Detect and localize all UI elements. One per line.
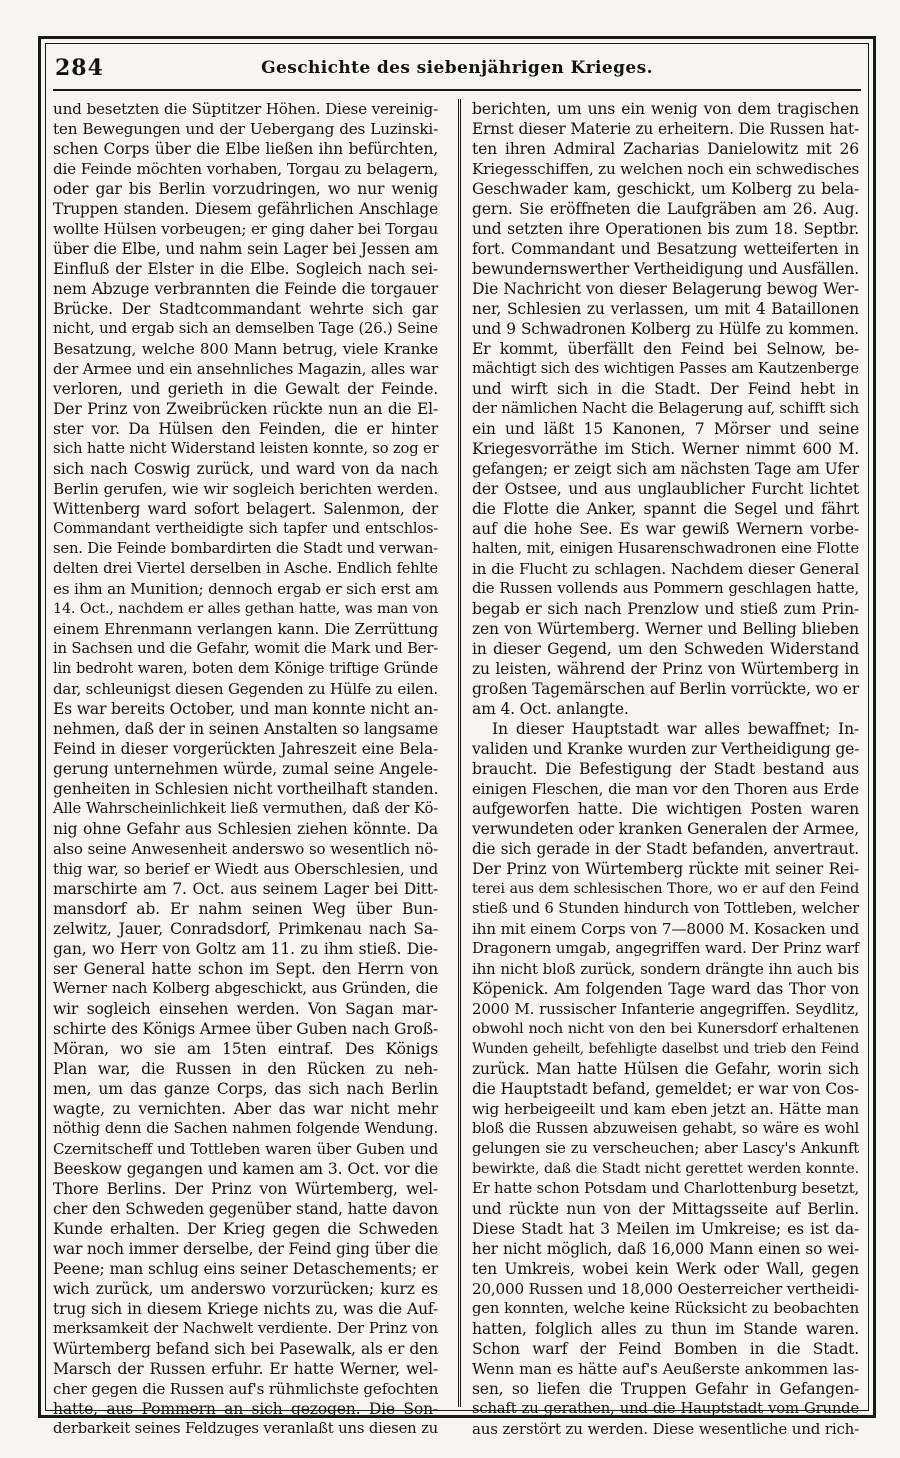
left-column	[53, 99, 446, 1437]
text-line: braucht. Die Befestigung der Stadt bestand aus	[472, 760, 859, 778]
text-line: in Sachsen und die Gefahr, womit die Mark und Ber-	[53, 640, 438, 657]
text-line: Czernitscheff und Tottleben waren über Guben und	[53, 1140, 438, 1158]
text-line: mächtigt sich des wichtigen Passes am Kautzenberge	[472, 360, 859, 377]
text-line: genheiten in Schlesien nicht vortheilhaft standen.	[53, 780, 439, 798]
text-line: 2000 M. russischer Infanterie angegriffen. Seydlitz,	[472, 1000, 859, 1018]
text-line: die Feinde möchten vorhaben, Torgau zu belagern,	[53, 160, 438, 178]
text-line: nig ohne Gefahr aus Schlesien ziehen könnte. Da	[53, 820, 438, 838]
text-line: sich hatte nicht Widerstand leisten konnte, so zog er	[53, 440, 439, 457]
text-line: men, um das ganze Corps, das sich nach Berlin	[53, 1080, 438, 1098]
text-line: schirte des Königs Armee über Guben nach Groß-	[53, 1020, 438, 1038]
text-line: oder gar bis Berlin vorzudringen, wo nur wenig	[53, 180, 438, 198]
text-line: einigen Fleschen, die man vor den Thoren aus Erde	[472, 780, 859, 798]
text-line: sich nach Coswig zurück, und ward von da nach	[53, 460, 438, 478]
page-number: 284	[55, 55, 104, 81]
text-line: gern. Sie eröffneten die Laufgräben am 26. Aug.	[472, 200, 859, 218]
text-line: bewundernswerther Vertheidigung und Ausfällen.	[472, 260, 859, 278]
text-line: die Flotte die Anker, spannt die Segel und fährt	[472, 500, 859, 518]
text-line: Plan war, die Russen in den Rücken zu neh-	[53, 1060, 438, 1078]
text-line: Commandant vertheidigte sich tapfer und entschlos-	[53, 520, 438, 537]
text-line: berichten, um uns ein wenig von dem tragischen	[472, 100, 859, 118]
text-line: auf die hohe See. Es war gewiß Wernern vorbe-	[472, 520, 859, 538]
text-line: Schon warf der Feind Bomben in die Stadt.	[472, 1340, 859, 1358]
text-line: Diese Stadt hat 3 Meilen im Umkreise; es ist da-	[472, 1220, 859, 1238]
text-line: In dieser Hauptstadt war alles bewaffnet; In-	[492, 720, 859, 738]
text-line: Alle Wahrscheinlichkeit ließ vermuthen, daß der Kö-	[53, 800, 438, 817]
text-line: Er kommt, überfällt den Feind bei Selnow, be-	[472, 340, 859, 358]
text-line: wir sogleich einsehen werden. Von Sagan mar-	[53, 1000, 438, 1018]
text-line: ihn mit einem Corps von 7—8000 M. Kosacken und	[472, 920, 859, 938]
text-line: Möran, wo sie am 15ten eintraf. Des Königs	[53, 1040, 438, 1058]
text-line: ein und läßt 15 Kanonen, 7 Mörser und seine	[472, 420, 859, 438]
text-line: Einfluß der Elster in die Elbe. Sogleich nach sei-	[53, 260, 438, 278]
text-line: hatten, folglich alles zu thun im Stande waren.	[472, 1320, 859, 1338]
text-line: wig herbeigeeilt und kam eben jetzt an. Hätte man	[472, 1100, 859, 1118]
running-title: Geschichte des siebenjährigen Krieges.	[261, 58, 653, 78]
text-line: Er hatte schon Potsdam und Charlottenburg besetzt,	[472, 1180, 859, 1197]
text-line: die Hauptstadt befand, gemeldet; er war von Cos-	[472, 1080, 859, 1098]
text-line: Berlin gerufen, wie wir sogleich berichten werden.	[53, 480, 438, 498]
text-line: gefangen; er zeigt sich am nächsten Tage am Ufer	[472, 460, 859, 478]
text-line: Köpenick. Am folgenden Tage ward das Thor von	[472, 980, 859, 998]
text-line: Geschwader kam, geschickt, um Kolberg zu bela-	[472, 180, 859, 198]
text-line: Beeskow gegangen und kamen am 3. Oct. vor die	[53, 1160, 438, 1178]
text-line: bewirkte, daß die Stadt nicht gerettet werden konnte.	[472, 1161, 859, 1177]
text-line: begab er sich nach Prenzlow und stieß zum Prin-	[472, 600, 859, 618]
text-line: cher gegen die Russen auf's rühmlichste gefochten	[53, 1380, 439, 1398]
text-line: Marsch der Russen erfuhr. Er hatte Werner, wel-	[53, 1360, 438, 1378]
text-line: die Russen vollends aus Pommern geschlagen hatte,	[472, 580, 859, 597]
text-line: terei aus dem schlesischen Thore, wo er auf den Feind	[472, 881, 859, 897]
text-line: ster vor. Da Hülsen den Feinden, die er hinter	[53, 420, 438, 438]
text-line: der nämlichen Nacht die Belagerung auf, schifft sich	[472, 400, 859, 417]
text-line: sen. Die Feinde bombardirten die Stadt und verwan-	[53, 540, 438, 557]
text-line: delten drei Viertel derselben in Asche. Endlich fehlte	[53, 560, 438, 577]
text-line: Wittenberg ward sofort belagert. Salenmon, der	[53, 500, 438, 518]
text-line: ihn nicht bloß zurück, sondern drängte ihn auch bis	[472, 960, 859, 978]
text-line: einem Ehrenmann verlangen kann. Die Zerrüttung	[53, 620, 438, 638]
text-line: schen Corps über die Elbe ließen ihn befürchten,	[53, 140, 438, 158]
text-line: verloren, und gerieth in die Gewalt der Feinde.	[53, 380, 438, 398]
right-column	[466, 99, 860, 1438]
text-line: verwundeten oder kranken Generalen der Armee,	[472, 820, 859, 838]
text-line: aus zerstört zu werden. Diese wesentliche und rich-	[472, 1420, 859, 1438]
text-line: Wunden geheilt, befehligte daselbst und trieb den Feind	[472, 1041, 859, 1057]
text-line: ten Umkreis, wobei kein Werk oder Wall, gegen	[472, 1260, 859, 1278]
text-line: 14. Oct., nachdem er alles gethan hatte, was man von	[53, 601, 438, 617]
text-line: stieß und 6 Stunden hindurch von Tottleben, welcher	[472, 900, 859, 917]
text-line: ner, Schlesien zu verlassen, um mit 4 Bataillonen	[472, 300, 859, 318]
text-line: zen von Würtemberg. Werner und Belling blieben	[472, 620, 859, 638]
text-line: ten ihren Admiral Zacharias Danielowitz mit 26	[472, 140, 859, 158]
text-line: validen und Kranke wurden zur Vertheidigung ge-	[472, 740, 860, 758]
text-line: merksamkeit der Nachwelt verdiente. Der Prinz von	[53, 1320, 438, 1337]
text-line: war noch immer derselbe, der Feind ging über die	[53, 1240, 438, 1258]
text-line: am 4. Oct. anlangte.	[472, 700, 629, 718]
text-line: gelungen sie zu verscheuchen; aber Lascy's Ankunft	[472, 1140, 859, 1157]
text-line: ser General hatte schon im Sept. den Herrn von	[53, 960, 438, 978]
text-line: Der Prinz von Würtemberg rückte mit seiner Rei-	[472, 860, 859, 878]
text-line: in dieser Gegend, um den Schweden Widerstand	[472, 640, 859, 658]
book-page	[38, 36, 876, 1438]
text-line: Der Prinz von Zweibrücken rückte nun an die El-	[53, 400, 438, 418]
text-line: Kriegesvorräthe im Stich. Werner nimmt 600 M.	[472, 440, 859, 458]
text-line: also seine Anwesenheit anderswo so wesentlich nö-	[53, 840, 438, 858]
text-line: halten, mit, einigen Husarenschwadronen eine Flotte	[472, 540, 859, 557]
text-line: Dragonern umgab, angegriffen ward. Der Prinz warf	[472, 940, 859, 957]
text-line: thig war, so berief er Wiedt aus Oberschlesien, und	[53, 860, 438, 878]
text-line: Werner nach Kolberg abgeschickt, aus Gründen, die	[53, 980, 438, 997]
text-line: Kriegesschiffen, zu welchen noch ein schwedisches	[472, 160, 860, 178]
text-line: und setzten ihre Operationen bis zum 18. Septbr.	[472, 220, 859, 238]
text-line: Besatzung, welche 800 Mann betrug, viele Kranke	[53, 340, 438, 358]
page-header	[53, 53, 861, 87]
text-line: Wenn man es hätte auf's Aeußerste ankommen las-	[472, 1360, 859, 1378]
text-line: der Armee und ein ansehnliches Magazin, alles war	[53, 360, 438, 378]
text-line: schaft zu gerathen, und die Hauptstadt vom Grunde	[472, 1400, 859, 1417]
text-line: hatte, aus Pommern an sich gezogen. Die Son-	[53, 1400, 438, 1418]
text-line: zurück. Man hatte Hülsen die Gefahr, worin sich	[472, 1060, 859, 1078]
text-line: dar, schleunigst diesen Gegenden zu Hülfe zu eilen.	[53, 680, 438, 698]
text-line: es ihm an Munition; dennoch ergab er sich erst am	[53, 580, 438, 598]
text-line: Kunde erhalten. Der Krieg gegen die Schweden	[53, 1220, 438, 1238]
text-line: der Ostsee, und aus unglaublicher Furcht lichtet	[472, 480, 859, 498]
text-line: trug sich in diesem Kriege nichts zu, was die Auf-	[53, 1300, 438, 1318]
text-line: nehmen, daß der in seinen Anstalten so langsame	[53, 720, 438, 738]
text-line: in die Flucht zu schlagen. Nachdem dieser General	[472, 560, 859, 578]
text-line: 20,000 Russen und 18,000 Oesterreicher vertheidi-	[472, 1280, 859, 1298]
column-divider	[458, 99, 461, 1407]
text-line: und rückte nun von der Mittagsseite auf Berlin.	[472, 1200, 859, 1218]
text-line: großen Tagemärschen auf Berlin vorrückte, wo er	[472, 680, 859, 698]
text-line: wich zurück, um anderswo vorzurücken; kurz es	[53, 1280, 438, 1298]
text-line: und 9 Schwadronen Kolberg zu Hülfe zu kommen.	[472, 320, 859, 338]
text-line: Feind in dieser vorgerückten Jahreszeit eine Bela-	[53, 740, 438, 758]
text-line: nicht, und ergab sich an demselben Tage (26.) Seine	[53, 320, 438, 337]
text-line: wagte, zu vernichten. Aber das war nicht mehr	[53, 1100, 438, 1118]
text-line: mansdorf ab. Er nahm seinen Weg über Bun-	[53, 900, 438, 918]
text-line: Brücke. Der Stadtcommandant wehrte sich gar	[53, 300, 438, 318]
header-rule	[53, 89, 861, 91]
text-line: die sich gerade in der Stadt befanden, anvertraut.	[472, 840, 859, 858]
text-line: und besetzten die Süptitzer Höhen. Diese vereinig-	[53, 100, 438, 118]
text-line: sen, so liefen die Truppen Gefahr in Gefangen-	[472, 1380, 859, 1398]
text-line: Peene; man schlug eins seiner Detaschements; er	[53, 1260, 438, 1278]
text-line: gerung unternehmen würde, zumal seine Angele-	[53, 760, 438, 778]
text-line: Thore Berlins. Der Prinz von Würtemberg, wel-	[53, 1180, 438, 1198]
text-line: ten Bewegungen und der Uebergang des Luzinski-	[53, 120, 438, 138]
text-line: wollte Hülsen vorbeugen; er ging daher bei Torgau	[53, 220, 439, 238]
text-line: Würtemberg befand sich bei Pasewalk, als er den	[53, 1340, 438, 1358]
text-line: gan, wo Herr von Goltz am 11. zu ihm stieß. Die-	[53, 940, 438, 958]
text-line: nem Abzuge verbrannten die Feinde die torgauer	[53, 280, 438, 298]
text-line: und wirft sich in die Stadt. Der Feind hebt in	[472, 380, 859, 398]
text-line: derbarkeit seines Feldzuges veranlaßt uns diesen zu	[53, 1420, 438, 1437]
text-line: aufgeworfen hatte. Die wichtigen Posten waren	[472, 800, 859, 818]
text-line: Die Nachricht von dieser Belagerung bewog Wer-	[472, 280, 859, 298]
text-line: über die Elbe, und nahm sein Lager bei Jessen am	[53, 240, 438, 258]
text-line: bloß die Russen abzuweisen gehabt, so wäre es wohl	[472, 1120, 859, 1137]
text-line: cher den Schweden gegenüber stand, hatte davon	[53, 1200, 438, 1218]
text-line: marschirte am 7. Oct. aus seinem Lager bei Ditt-	[53, 880, 438, 898]
text-line: zu leisten, während der Prinz von Würtemberg in	[472, 660, 859, 678]
text-line: nöthig denn die Sachen nahmen folgende Wendung.	[53, 1120, 438, 1137]
text-line: fort. Commandant und Besatzung wetteiferten in	[472, 240, 859, 258]
text-line: lin bedroht waren, boten dem Könige triftige Gründe	[53, 660, 438, 677]
text-line: Ernst dieser Materie zu erheitern. Die Russen hat-	[472, 120, 859, 138]
text-line: gen konnten, welche keine Rücksicht zu beobachten	[472, 1300, 859, 1317]
text-line: Truppen standen. Diesem gefährlichen Anschlage	[53, 200, 438, 218]
text-line: Es war bereits October, und man konnte nicht an-	[53, 700, 439, 718]
text-line: obwohl noch nicht von den bei Kunersdorf erhaltenen	[472, 1021, 859, 1037]
text-line: zelwitz, Jauer, Conradsdorf, Primkenau nach Sa-	[53, 920, 438, 938]
text-line: her nicht möglich, daß 16,000 Mann einen so wei-	[472, 1240, 859, 1258]
